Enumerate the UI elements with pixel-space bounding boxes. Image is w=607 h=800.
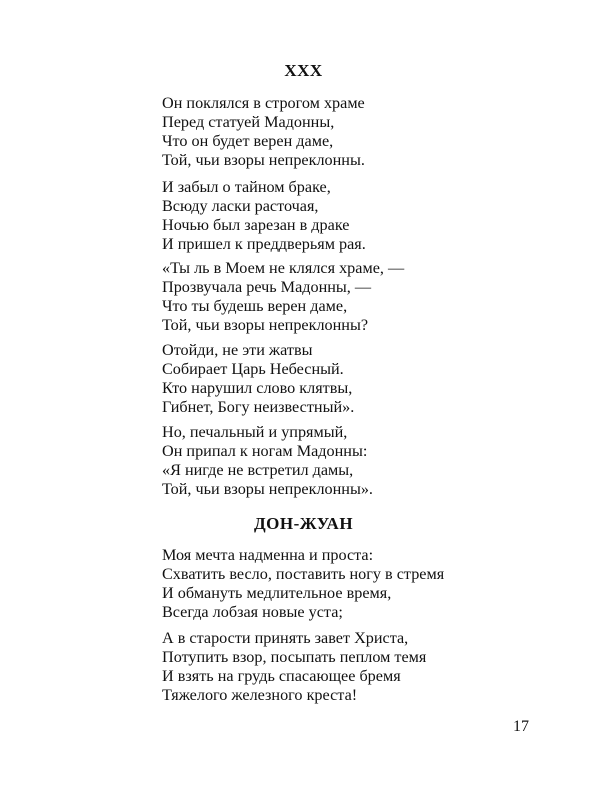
verse-line: Отойди, не эти жатвы [162,341,313,359]
verse-line: Гибнет, Богу неизвестный». [162,398,355,416]
verse-line: И взять на грудь спасающее бремя [162,667,401,685]
verse-line: Всюду ласки расточая, [162,197,319,215]
poem-title: ДОН-ЖУАН [253,514,354,533]
stanza [162,629,426,705]
verse-line: Кто нарушил слово клятвы, [162,379,353,397]
verse-line: Прозвучала речь Мадонны, — [162,278,372,296]
page-number: 17 [513,718,529,735]
verse-line: Что ты будешь верен даме, [162,297,348,315]
verse-line: И пришел к преддверьям рая. [162,235,366,253]
verse-line: Тяжелого железного креста! [162,686,358,704]
verse-line: И обмануть медлительное время, [162,584,392,602]
verse-line: Перед статуей Мадонны, [162,113,335,131]
verse-line: Всегда лобзая новые уста; [162,603,343,621]
verse-line: Той, чьи взоры непреклонны». [162,480,373,498]
verse-line: Но, печальный и упрямый, [162,423,348,441]
stanza [162,546,444,622]
verse-line: И забыл о тайном браке, [162,178,331,196]
stanza [162,423,373,499]
verse-line: Он поклялся в строгом храме [162,94,365,112]
verse-line: Собирает Царь Небесный. [162,360,344,378]
verse-line: «Я нигде не встретил дамы, [162,461,354,479]
verse-line: «Ты ль в Моем не клялся храме, — [162,259,405,277]
verse-line: Моя мечта надменна и проста: [162,546,374,564]
verse-line: Схватить весло, поставить ногу в стремя [162,565,445,583]
verse-line: Он припал к ногам Мадонны: [162,442,368,460]
stanza [162,341,354,417]
verse-line: Потупить взор, посыпать пеплом темя [162,648,427,666]
verse-line: Той, чьи взоры непреклонны. [162,151,365,169]
verse-line: Ночью был зарезан в драке [162,216,350,234]
verse-line: Той, чьи взоры непреклонны? [162,316,369,334]
verse-line: Что он будет верен даме, [162,132,334,150]
stanza [162,178,366,254]
stanza [162,94,365,170]
verse-line: А в старости принять завет Христа, [162,629,409,647]
stanza [162,259,404,335]
poem-title: XXX [284,61,323,80]
